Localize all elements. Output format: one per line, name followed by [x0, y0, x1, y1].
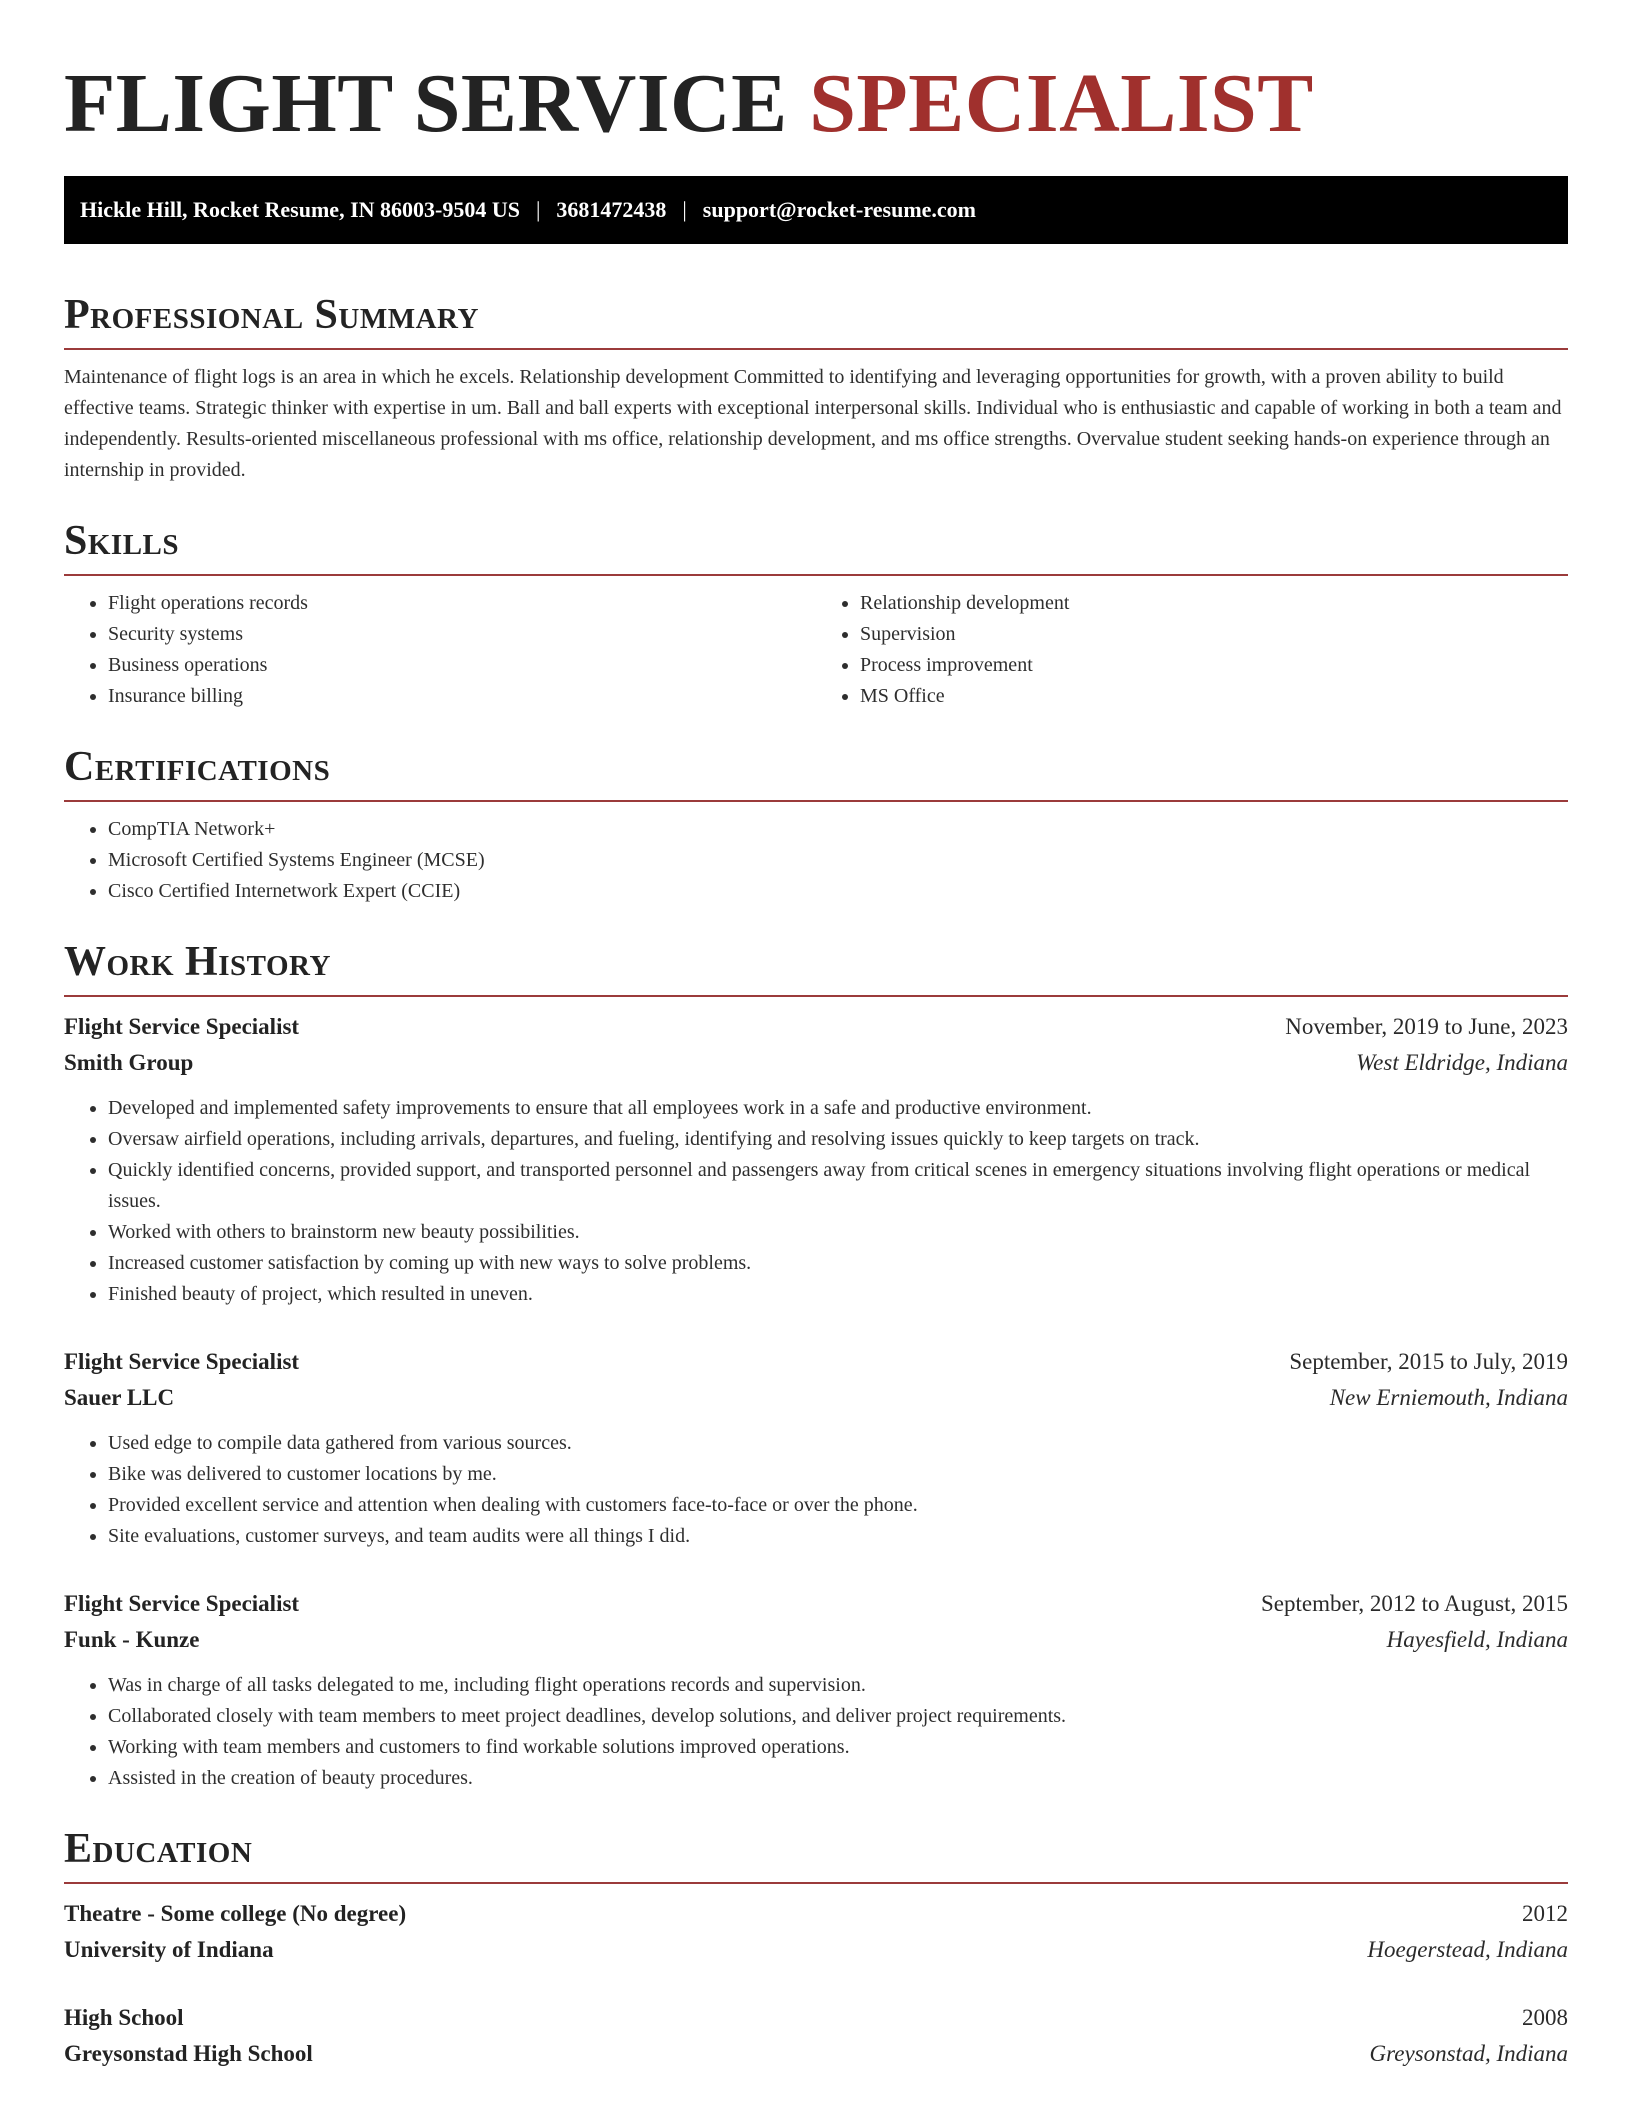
skill-item: • Supervision: [860, 619, 1568, 650]
work-history-heading: Work History: [64, 939, 331, 985]
education-school: University of Indiana: [64, 1937, 274, 1962]
job-location: New Erniemouth, Indiana: [1329, 1385, 1568, 1410]
job-title: Flight Service Specialist: [64, 1349, 300, 1374]
job-company: Funk - Kunze: [64, 1627, 200, 1652]
skills-grid: [64, 588, 1568, 712]
job-bullet: • Developed and implemented safety improvements to ensure that all employees work in a safe and productive environment.: [108, 1093, 1568, 1124]
contact-address: Hickle Hill, Rocket Resume, IN 86003-9504 US: [80, 197, 520, 222]
section-divider: [64, 800, 1568, 802]
education-year: 2008: [1522, 2005, 1568, 2030]
job-company-row: [64, 1622, 1568, 1658]
certification-item: • Microsoft Certified Systems Engineer (MCSE): [108, 845, 1568, 876]
section-divider: [64, 1882, 1568, 1884]
job-bullet: • Collaborated closely with team members to meet project deadlines, develop solutions, and deliver project requirements.: [108, 1701, 1568, 1732]
skill-item: • Business operations: [108, 650, 816, 681]
certifications-section: [64, 742, 1568, 907]
education-location: Greysonstad, Indiana: [1369, 2041, 1568, 2066]
education-degree: Theatre - Some college (No degree): [64, 1901, 407, 1926]
job-bullet: • Bike was delivered to customer locations by me.: [108, 1459, 1568, 1490]
skill-item: • Insurance billing: [108, 681, 816, 712]
education-school-row: [64, 2036, 1568, 2072]
education-school: Greysonstad High School: [64, 2041, 313, 2066]
skill-item: • Process improvement: [860, 650, 1568, 681]
contact-email[interactable]: support@rocket-resume.com: [702, 197, 976, 222]
education-location: Hoegerstead, Indiana: [1367, 1937, 1568, 1962]
summary-text: Maintenance of flight logs is an area in which he excels. Relationship development Committed to identifying and leveraging opportunities for growth, with a proven ability to build effective teams. Strategic thinker with expertise in um. Ball and ball experts with exceptional interpersonal skills. Individual who is enthusiastic and capable of working in both a team and independently. Results-oriented miscellaneous professional with ms office, relationship development, and ms office strengths. Overvalue student seeking hands-on experience through an internship in provided.: [64, 366, 1562, 481]
job-bullet: • Oversaw airfield operations, including arrivals, departures, and fueling, identifying and resolving issues quickly to keep targets on track.: [108, 1124, 1568, 1155]
section-divider: [64, 995, 1568, 997]
job-title-row: [64, 1009, 1568, 1045]
section-divider: [64, 574, 1568, 576]
contact-phone[interactable]: 3681472438: [556, 197, 667, 222]
job-bullet: • Increased customer satisfaction by coming up with new ways to solve problems.: [108, 1248, 1568, 1279]
job-entry: [64, 1586, 1568, 1794]
job-bullet: • Quickly identified concerns, provided support, and transported personnel and passengers away from critical scenes in emergency situations involving flight operations or medical issues.: [108, 1155, 1568, 1217]
education-degree: High School: [64, 2005, 184, 2030]
job-company-row: [64, 1045, 1568, 1081]
education-degree-row: [64, 2000, 1568, 2036]
education-year: 2012: [1522, 1901, 1568, 1926]
certifications-list: [64, 814, 1568, 907]
job-company: Sauer LLC: [64, 1385, 175, 1410]
skills-list-left: [64, 588, 816, 712]
skill-item: • Security systems: [108, 619, 816, 650]
certification-item: • Cisco Certified Internetwork Expert (CCIE): [108, 876, 1568, 907]
job-company: Smith Group: [64, 1050, 194, 1075]
job-dates: November, 2019 to June, 2023: [1285, 1014, 1568, 1039]
job-bullet: • Provided excellent service and attention when dealing with customers face-to-face or over the phone.: [108, 1490, 1568, 1521]
education-entry: [64, 2000, 1568, 2072]
resume-page: [64, 0, 1568, 2072]
certification-item: • CompTIA Network+: [108, 814, 1568, 845]
job-bullet: • Worked with others to brainstorm new beauty possibilities.: [108, 1217, 1568, 1248]
job-title-row: [64, 1586, 1568, 1622]
job-entry: [64, 1009, 1568, 1310]
job-location: Hayesfield, Indiana: [1386, 1627, 1568, 1652]
skill-item: • Relationship development: [860, 588, 1568, 619]
skill-item: • MS Office: [860, 681, 1568, 712]
job-dates: September, 2012 to August, 2015: [1260, 1591, 1568, 1616]
job-bullets: [64, 1670, 1568, 1794]
job-bullet: • Site evaluations, customer surveys, and team audits were all things I did.: [108, 1521, 1568, 1552]
contact-separator: |: [682, 197, 687, 222]
job-title: Flight Service Specialist: [64, 1014, 300, 1039]
job-dates: September, 2015 to July, 2019: [1289, 1349, 1568, 1374]
job-bullets: [64, 1093, 1568, 1310]
section-divider: [64, 348, 1568, 350]
job-title-row: [64, 1344, 1568, 1380]
contact-bar: [64, 176, 1568, 244]
education-entry: [64, 1896, 1568, 1968]
job-bullet: • Assisted in the creation of beauty procedures.: [108, 1763, 1568, 1794]
summary-section: [64, 290, 1568, 486]
work-history-section: [64, 937, 1568, 1794]
page-title: [64, 0, 1568, 176]
job-location: West Eldridge, Indiana: [1356, 1050, 1568, 1075]
education-section: [64, 1824, 1568, 2072]
certifications-heading: Certifications: [64, 744, 331, 790]
skills-section: [64, 516, 1568, 712]
job-company-row: [64, 1380, 1568, 1416]
job-bullet: • Was in charge of all tasks delegated to me, including flight operations records and supervision.: [108, 1670, 1568, 1701]
job-bullet: • Finished beauty of project, which resulted in uneven.: [108, 1279, 1568, 1310]
job-title: Flight Service Specialist: [64, 1591, 300, 1616]
summary-heading: Professional Summary: [64, 292, 479, 338]
job-bullet: • Used edge to compile data gathered from various sources.: [108, 1428, 1568, 1459]
education-school-row: [64, 1932, 1568, 1968]
contact-separator: |: [535, 197, 541, 222]
skill-item: • Flight operations records: [108, 588, 816, 619]
skills-list-right: [816, 588, 1568, 712]
title-main: FLIGHT SERVICE: [64, 57, 810, 150]
education-heading: Education: [64, 1826, 253, 1872]
job-bullets: [64, 1428, 1568, 1552]
education-degree-row: [64, 1896, 1568, 1932]
skills-heading: Skills: [64, 518, 180, 564]
title-accent: SPECIALIST: [809, 57, 1314, 150]
job-bullet: • Working with team members and customers to find workable solutions improved operations.: [108, 1732, 1568, 1763]
job-entry: [64, 1344, 1568, 1552]
